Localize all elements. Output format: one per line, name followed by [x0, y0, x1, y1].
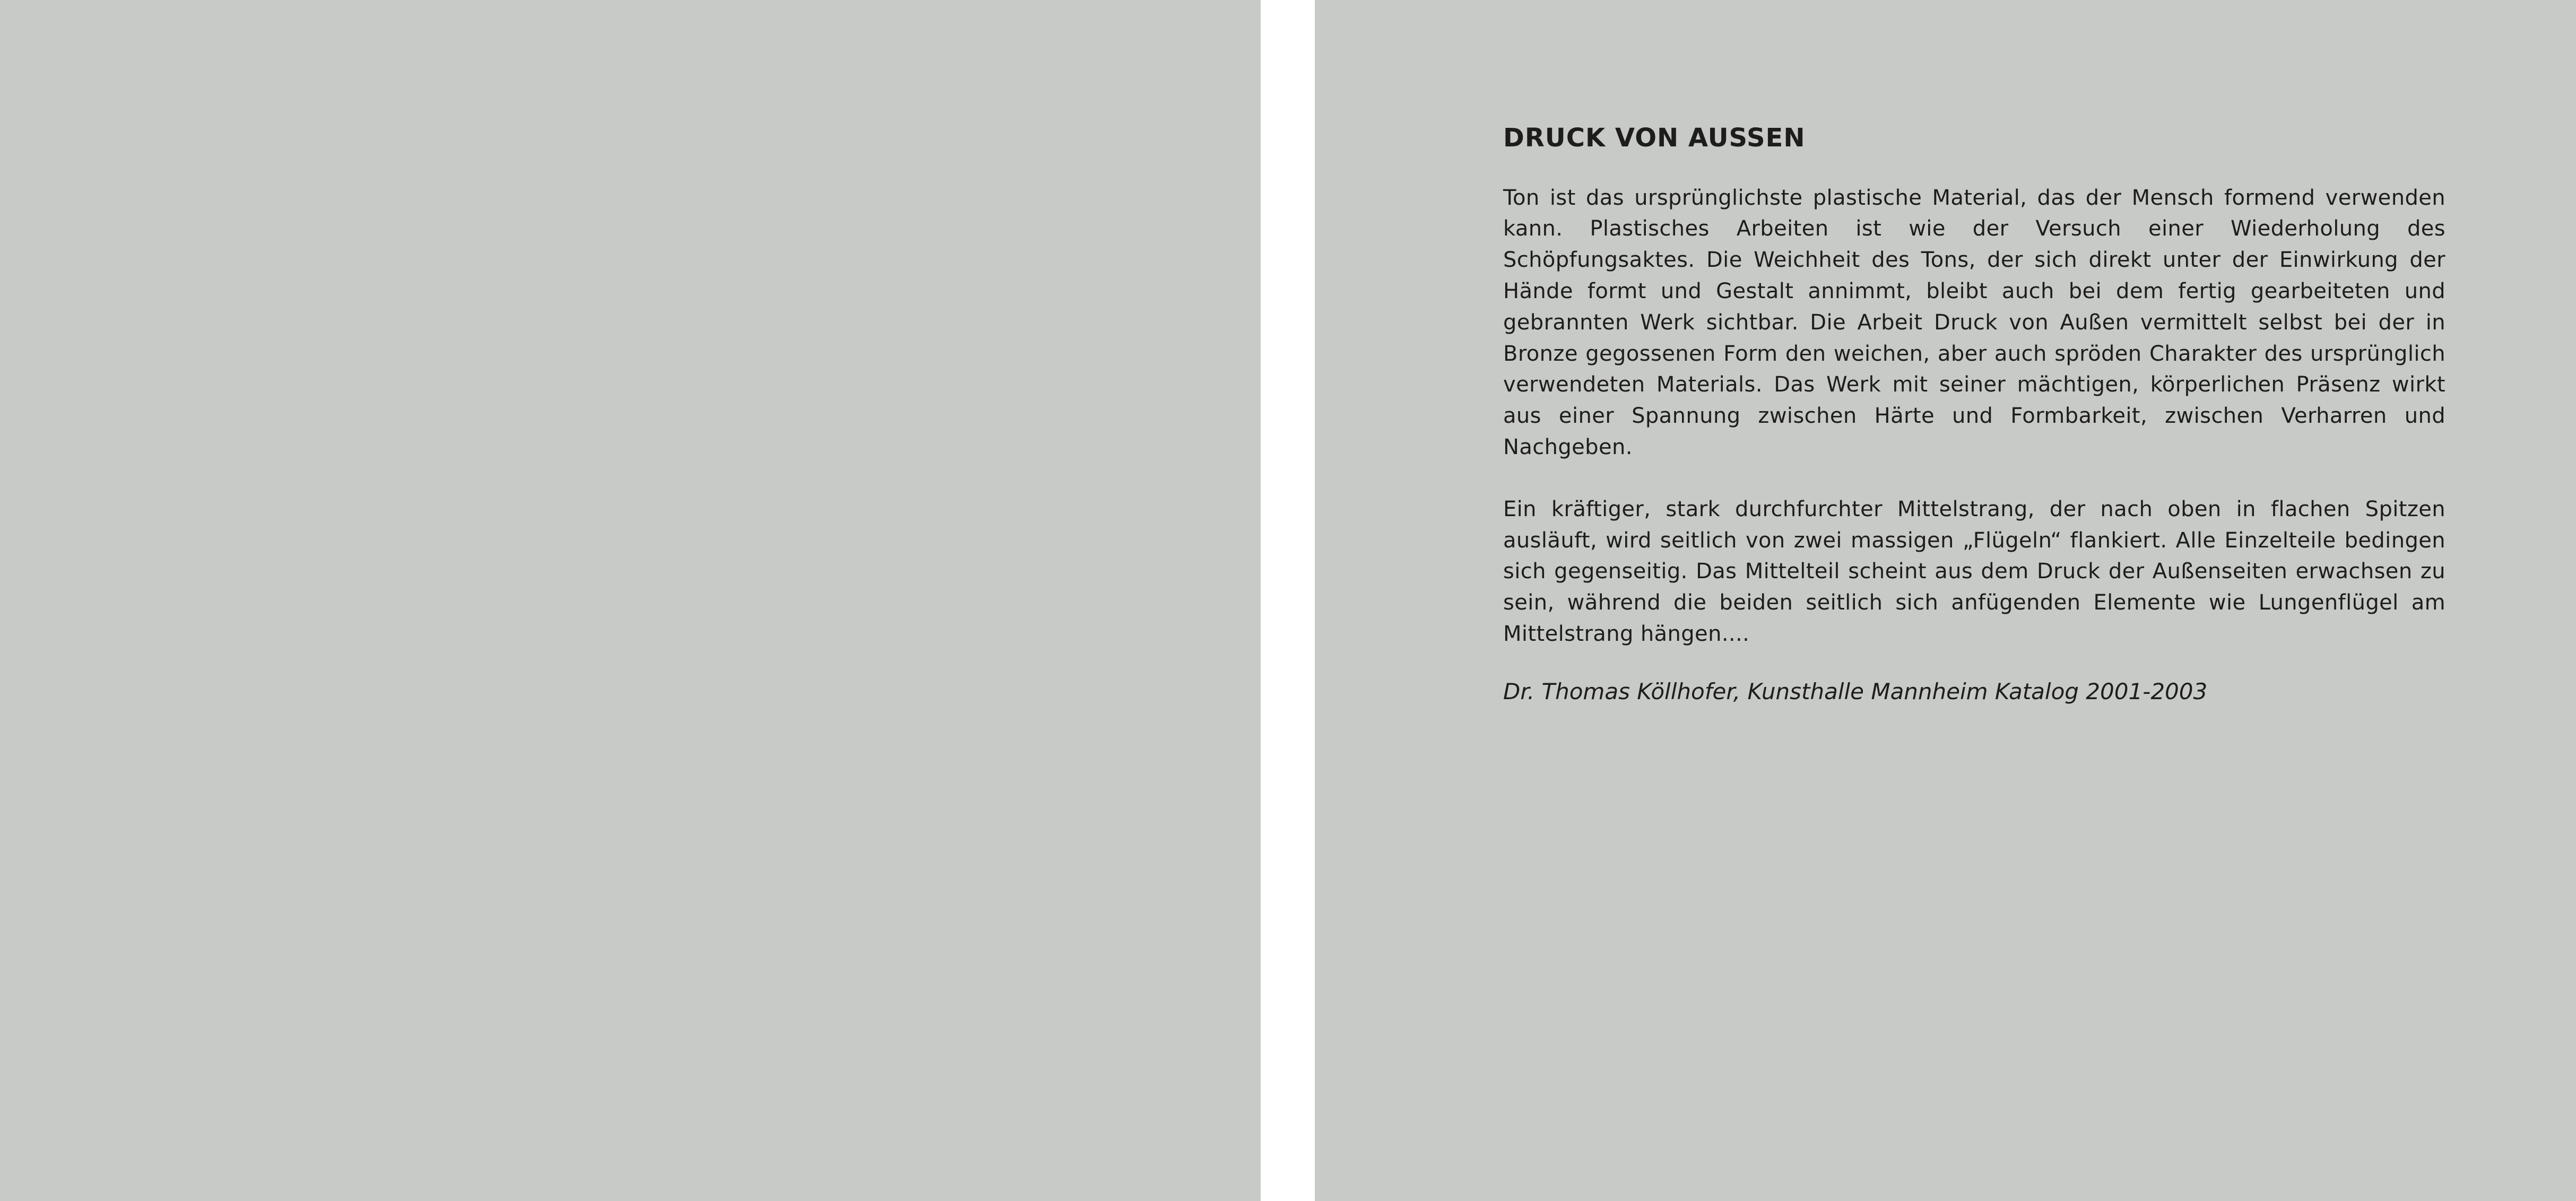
article-citation: Dr. Thomas Köllhofer, Kunsthalle Mannheim Katalog 2001-2003	[1503, 678, 2208, 704]
article-text-block	[1503, 123, 2445, 706]
right-page	[1315, 0, 2576, 1201]
article-heading: DRUCK VON AUSSEN	[1503, 123, 1806, 153]
article-paragraph-1: Ton ist das ursprünglichste plastische Material, das der Mensch formend verwenden kann. Plastisches Arbeiten ist wie der Versuch einer Wiederholung des Schöpfungsaktes. Die Weichheit des Tons, der sich direkt unter der Einwirkung der Hände formt und Gestalt annimmt, bleibt auch bei dem fertig gearbeiteten und gebrannten Werk sichtbar. Die Arbeit Druck von Außen vermittelt selbst bei der in Bronze gegossenen Form den weichen, aber auch spröden Charakter des ursprünglich verwendeten Materials. Das Werk mit seiner mächtigen, körperlichen Präsenz wirkt aus einer Spannung zwischen Härte und Formbarkeit, zwischen Verharren und Nachgeben.	[1503, 185, 2445, 459]
left-page	[0, 0, 1261, 1201]
article-paragraph-2: Ein kräftiger, stark durchfurchter Mittelstrang, der nach oben in flachen Spitzen ausläuft, wird seitlich von zwei massigen „Flügeln“ flankiert. Alle Einzelteile bedingen sich gegenseitig. Das Mittelteil scheint aus dem Druck der Außenseiten erwachsen zu sein, während die beiden seitlich sich anfügenden Elemente wie Lungenflügel am Mittelstrang hängen....	[1503, 497, 2445, 646]
